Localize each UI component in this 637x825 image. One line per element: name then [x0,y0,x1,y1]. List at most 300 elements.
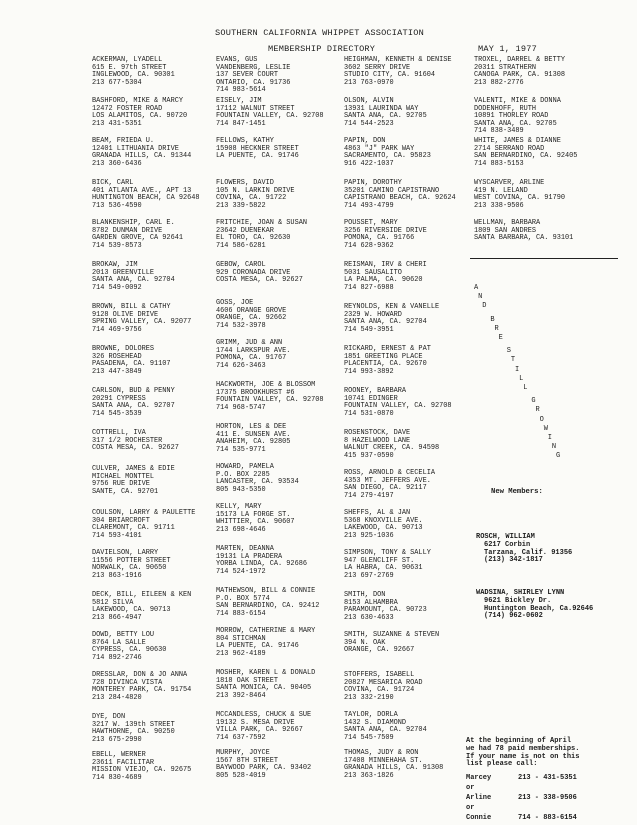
member-detail: 5812 SILVA [92,598,134,607]
member-entry [92,632,166,662]
member-detail: 3217 W. 139th STREET [92,720,175,729]
contact-row [466,783,577,793]
membership-note [466,738,579,769]
member-detail: 714 847-1451 [216,119,266,128]
member-detail: HAWTHORNE, CA. 90250 [92,728,175,737]
member-detail: 714 637-7592 [216,733,266,742]
member-detail: 714 524-1972 [216,567,266,576]
member-name: WYSCARVER, ARLINE [474,179,545,187]
member-entry [344,57,452,87]
member-detail: POMONA, CA. 91767 [216,354,287,363]
member-entry [216,424,290,454]
new-member-entry [476,534,572,565]
member-detail: 2329 W. HOWARD [344,310,402,319]
member-name: GRIMM, JUD & ANN [216,339,283,347]
member-detail: PASADENA, CA. 91107 [92,360,171,369]
new-members-title: New Members: [491,488,543,496]
member-name: EVANS, GUS [216,56,258,64]
member-detail: 4863 "J" PARK WAY [344,144,415,153]
member-detail: INGLEWOOD, CA. 90301 [92,71,175,80]
member-detail: 213 962-4189 [216,649,266,658]
member-detail: 213 630-4633 [344,613,394,622]
member-detail: 8782 DUNMAN DRIVE [92,226,163,235]
member-detail: GRANADA HILLS, CA. 91344 [92,152,192,161]
member-detail: 714 545-7509 [344,733,394,742]
member-name: THOMAS, JUDY & RON [344,749,419,757]
member-detail: 213 363-1826 [344,771,394,780]
member-detail: GARDEN GROVE, CA 92641 [92,234,183,243]
member-name: WHITE, JAMES & DIANNE [474,137,561,145]
member-detail: 15173 LA FORGE ST. [216,510,291,519]
note-line: At the beginning of April [466,737,572,745]
member-detail: STUDIO CITY, CA. 91604 [344,71,435,80]
member-name: MATHEWSON, BILL & CONNIE [216,587,316,595]
member-detail: LOS ALAMITOS, CA. 90720 [92,112,188,121]
member-detail: SANTA ANA, CA. 92707 [92,402,175,411]
member-detail: 17112 WALNUT STREET [216,104,295,113]
member-detail: COVINA, CA. 91724 [344,686,415,695]
member-detail: 213 925-1036 [344,531,394,540]
member-detail: 12472 FOSTER ROAD [92,104,163,113]
member-detail: SANTA ANA, CA. 92704 [344,318,427,327]
member-name: MARTEN, DEANNA [216,545,274,553]
member-detail: 35201 CAMINO CAPISTRANO [344,186,440,195]
member-detail: HUNTINGTON BEACH, CA 92648 [92,194,200,203]
member-detail: P.O. BOX 2285 [216,470,270,479]
member-detail: 213 360-6436 [92,159,142,168]
member-detail: 714 968-5747 [216,403,266,412]
member-detail: 4606 ORANGE GROVE [216,306,287,315]
contact-phone: 714 - 883-6154 [518,814,577,822]
member-detail: 326 ROSEHEAD [92,352,142,361]
contact-row [466,803,577,813]
member-entry [92,220,183,250]
member-name: CULVER, JAMES & EDIE [92,465,175,473]
member-detail: LA HABRA, CA. 90631 [344,564,423,573]
member-entry [344,672,423,702]
member-entry [92,262,175,292]
member-name: MORROW, CATHERINE & MARY [216,627,316,635]
member-name: DRESSLAR, DON & JO ANNA [92,671,188,679]
member-detail: ANAHEIM, CA. 92805 [216,438,291,447]
slogan-letter: L [519,374,524,383]
member-detail: 714 586-6281 [216,241,266,250]
member-name: DYE, DON [92,713,126,721]
member-entry [344,750,443,780]
member-name: EISELY, JIM [216,97,262,105]
member-name: ACKERMAN, LYADELL [92,56,163,64]
member-name: OLSON, ALVIN [344,97,394,105]
member-name: POUSSET, MARY [344,219,398,227]
slogan-letter: G [556,452,561,461]
member-entry [344,138,431,168]
new-member-entry [476,590,593,621]
slogan-letter: N [551,443,557,452]
member-name: MURPHY, JOYCE [216,749,270,757]
member-entry [216,504,295,534]
member-detail: 714 531-0870 [344,409,394,418]
member-entry [344,262,427,292]
new-member-detail: 6217 Corbin [484,540,531,549]
member-name: TROXEL, DARREL & BETTY [474,56,565,64]
member-detail: 714 535-9771 [216,445,266,454]
member-detail: SACRAMENTO, CA. 95823 [344,152,431,161]
member-name: MOSHER, KAREN L & DONALD [216,669,316,677]
member-name: MCCANDLESS, CHUCK & SUE [216,711,312,719]
member-detail: 10741 EDINGER [344,394,398,403]
member-detail: 714 626-3463 [216,361,266,370]
member-detail: P.O. BOX 5774 [216,594,270,603]
member-detail: 714 838-3489 [474,127,524,136]
slogan-letter: T [510,356,516,365]
member-name: KELLY, MARY [216,503,262,511]
member-detail: WEST COVINA, CA. 91790 [474,194,565,203]
member-detail: SANTE, CA. 92701 [92,487,159,496]
member-detail: 714 983-5614 [216,86,266,95]
member-name: BICK, CARL [92,179,134,187]
member-detail: 20311 STRATHERN [474,63,537,72]
member-detail: 10891 THORLEY ROAD [474,112,549,121]
member-detail: FOUNTAIN VALLEY, CA. 92708 [216,396,324,405]
member-detail: 17408 MINNEHAHA ST. [344,756,423,765]
member-detail: 714 628-9362 [344,241,394,250]
member-name: COTTRELL, IVA [92,429,146,437]
member-entry [92,592,191,622]
member-detail: CANOGA PARK, CA. 91308 [474,71,565,80]
directory-date: MAY 1, 1977 [478,44,537,54]
member-detail: 213 447-3849 [92,367,142,376]
member-name: CARLSON, BUD & PENNY [92,387,175,395]
member-detail: 714 545-3539 [92,409,142,418]
member-entry [216,220,307,250]
member-detail: MISSION VIEJO, CA. 92675 [92,766,192,775]
slogan-letter: S [506,347,511,356]
member-detail: PLACENTIA, CA. 92670 [344,360,427,369]
member-name: VALENTI, MIKE & DONNA [474,97,561,105]
member-entry [344,510,423,540]
member-detail: MICHAEL MONTTEL [92,472,155,481]
member-entry [216,300,286,330]
slogan-letter: R [494,324,499,333]
member-detail: 213 338-9506 [474,201,524,210]
member-entry [474,220,573,243]
member-detail: 805 943-5350 [216,485,266,494]
member-detail: CAPISTRANO BEACH, CA. 92624 [344,194,456,203]
member-entry [474,138,577,168]
member-detail: 1851 GREETING PLACE [344,352,423,361]
member-detail: 304 BRIARCROFT [92,516,150,525]
member-entry [92,672,191,702]
member-entry [216,57,290,95]
member-detail: 213 763-0970 [344,78,394,87]
member-entry [92,304,191,334]
member-detail: 714 827-6988 [344,283,394,292]
member-name: HEIGHMAN, KENNETH & DENISE [344,56,452,64]
member-detail: LA PUENTE, CA. 91746 [216,152,299,161]
member-entry [216,712,311,742]
member-name: COULSON, LARRY & PAULETTE [92,509,196,517]
org-title: SOUTHERN CALIFORNIA WHIPPET ASSOCIATION [215,28,424,38]
member-detail: 8 HAZELWOOD LANE [344,436,411,445]
member-detail: YORBA LINDA, CA. 92686 [216,560,307,569]
member-name: DAVIELSON, LARRY [92,549,159,557]
member-detail: 9128 OLIVE DRIVE [92,310,159,319]
member-detail: SAN BERNARDINO, CA. 92405 [474,152,578,161]
member-name: STOFFERS, ISABELL [344,671,415,679]
member-detail: 1809 SAN ANDRES [474,226,537,235]
member-detail: 615 E. 97th STREET [92,63,167,72]
member-detail: 714 549-3951 [344,325,394,334]
contact-list [466,773,577,823]
member-detail: GRANADA HILLS, CA. 91308 [344,764,444,773]
contact-row [466,813,577,823]
member-detail: 805 528-4019 [216,771,266,780]
member-detail: VANDENBERG, LESLIE [216,63,291,72]
member-detail: 1818 OAK STREET [216,676,279,685]
new-member-detail: Huntington Beach, Ca.92646 [484,604,594,613]
member-detail: SPRING VALLEY, CA. 92077 [92,318,192,327]
member-entry [344,712,427,742]
member-detail: 714 539-8573 [92,241,142,250]
member-entry [92,714,175,744]
member-name: BROWNE, DOLORES [92,345,155,353]
member-detail: 714 493-4799 [344,201,394,210]
member-detail: 20827 MESARICA ROAD [344,678,423,687]
member-detail: 8764 LA SALLE [92,638,146,647]
member-name: FRITCHIE, JOAN & SUSAN [216,219,307,227]
member-detail: 213 863-1916 [92,571,142,580]
member-detail: 2714 SERRANO ROAD [474,144,545,153]
member-entry [92,466,175,496]
member-detail: SANTA BARBARA, CA. 93101 [474,234,574,243]
member-detail: 213 339-5822 [216,201,266,210]
member-name: DECK, BILL, EILEEN & KEN [92,591,192,599]
member-detail: DODENHOFF, RUTH [474,104,537,113]
member-detail: WHITTIER, CA. 90607 [216,518,295,527]
new-member-name: WADSINA, SHIRLEY LYNN [476,589,565,597]
member-entry [216,180,295,210]
member-name: EBELL, WERNER [92,751,146,759]
member-name: WELLMAN, BARBARA [474,219,541,227]
member-detail: 213 866-4947 [92,613,142,622]
member-detail: 3256 RIVERSIDE DRIVE [344,226,427,235]
member-entry [344,180,456,210]
member-detail: CLAREMONT, CA. 91711 [92,524,175,533]
member-entry [344,304,439,334]
member-entry [344,346,431,376]
directory-title: MEMBERSHIP DIRECTORY [268,44,376,54]
member-detail: 19131 LA PRADERA [216,552,283,561]
member-detail: 11556 POTTER STREET [92,556,171,565]
member-detail: LAKEWOOD, CA. 90713 [92,606,171,615]
slogan-letter: G [531,397,536,406]
member-detail: 9756 RUE DRIVE [92,480,150,489]
member-entry [216,382,324,412]
member-detail: 23642 DUENEKAR [216,226,274,235]
contact-name: or [466,784,475,792]
member-detail: EL TORO, CA. 92630 [216,234,291,243]
member-entry [216,98,324,128]
member-entry [92,550,171,580]
member-detail: 714 593-4101 [92,531,142,540]
member-name: BASHFORD, MIKE & MARCY [92,97,183,105]
member-detail: 415 937-0590 [344,451,394,460]
member-detail: FOUNTAIN VALLEY, CA. 92708 [216,112,324,121]
member-entry [344,632,439,655]
member-detail: 714 892-2746 [92,653,142,662]
member-detail: 213 697-2769 [344,571,394,580]
member-entry [216,628,315,658]
slogan-letter: O [539,415,544,424]
member-name: HOWARD, PAMELA [216,463,274,471]
member-name: FELLOWS, KATHY [216,137,274,145]
member-entry [344,388,452,418]
member-detail: LAKEWOOD, CA. 90713 [344,524,423,533]
member-detail: 714 883-5153 [474,159,524,168]
member-entry [92,180,200,210]
member-detail: BAYWOOD PARK, CA. 93402 [216,764,312,773]
member-detail: 728 DIVINCA VISTA [92,678,163,687]
member-name: PAPIN, DOROTHY [344,179,402,187]
member-entry [92,430,179,453]
member-detail: NORWALK, CA. 90650 [92,564,167,573]
member-entry [216,138,299,161]
member-detail: 713 536-4590 [92,201,142,210]
member-detail: 13931 LAURINDA WAY [344,104,419,113]
member-entry [474,57,565,87]
slogan-letter: A [474,284,479,292]
member-entry [344,98,427,128]
member-detail: COVINA, CA. 91722 [216,194,287,203]
member-name: SHEFFS, AL & JAN [344,509,411,517]
slogan-letter: E [498,334,503,342]
contact-row [466,773,577,783]
new-member-detail: 9621 Bickley Dr. [484,596,552,605]
member-name: REISMAN, IRV & CHERI [344,261,427,269]
member-detail: 8153 ALHAMBRA [344,598,398,607]
member-name: BROWN, BILL & CATHY [92,303,171,311]
member-entry [344,430,439,460]
member-detail: MONTEREY PARK, CA. 91754 [92,686,192,695]
member-entry [216,546,307,576]
member-entry [92,752,191,782]
slogan-letter: N [478,293,483,302]
member-detail: 213 431-5351 [92,119,142,128]
member-entry [92,98,187,128]
member-name: SMITH, DON [344,591,386,599]
new-member-detail: (213) 342-1817 [484,556,543,565]
member-detail: 714 279-4197 [344,491,394,500]
member-name: HORTON, LES & DEE [216,423,287,431]
member-entry [216,340,290,370]
member-detail: COSTA MESA, CA. 92627 [92,444,179,453]
member-detail: FOUNTAIN VALLEY, CA. 92708 [344,402,452,411]
member-entry [216,670,315,700]
note-line: we had 78 paid memberships. [466,744,580,753]
contact-name: Connie [466,814,492,822]
member-name: FLOWERS, DAVID [216,179,274,187]
member-detail: 4353 MT. JEFFERS AVE. [344,476,431,485]
member-detail: 5031 SAUSALITO [344,268,402,277]
member-detail: 17375 BROOKHURST #6 [216,388,295,397]
contact-phone: 213 - 431-5351 [518,774,577,782]
member-detail: 1744 LARKSPUR AVE. [216,346,291,355]
member-name: REYNOLDS, KEN & VANELLE [344,303,440,311]
member-detail: SANTA ANA, CA. 92705 [344,112,427,121]
member-name: SIMPSON, TONY & SALLY [344,549,431,557]
slogan-letter: B [490,315,495,324]
note-line: list please call: [466,760,538,769]
member-detail: 714 883-6154 [216,609,266,618]
member-detail: SAN DIEGO, CA. 92117 [344,484,427,493]
member-detail: CYPRESS, CA. 90630 [92,646,167,655]
member-entry [344,470,435,500]
member-entry [216,262,303,285]
member-detail: 916 422-1037 [344,159,394,168]
member-detail: 714 993-3892 [344,367,394,376]
member-detail: ORANGE, CA. 92667 [344,646,415,655]
member-detail: LANCASTER, CA. 93534 [216,478,299,487]
member-detail: 929 CORONADA DRIVE [216,268,291,277]
member-detail: 394 N. OAK [344,638,386,647]
member-entry [344,220,427,250]
member-detail: 2013 GREENVILLE [92,268,155,277]
note-line: If your name is not on this [466,752,580,761]
member-detail: 213 675-2990 [92,735,142,744]
new-member-detail: Tarzana, Calif. 91356 [484,548,573,557]
slogan-letter: I [515,365,520,374]
contact-phone: 213 - 338-9506 [518,794,577,802]
slogan-letter: L [523,384,528,392]
member-detail: 714 544-2523 [344,119,394,128]
contact-name: Marcey [466,774,492,782]
member-entry [474,180,565,210]
member-detail: 137 SEVER COURT [216,71,279,80]
member-name: GEBOW, CAROL [216,261,266,269]
member-detail: 213 332-2190 [344,693,394,702]
member-detail: SANTA ANA, CA. 92704 [344,726,427,735]
member-detail: 1567 8TH STREET [216,756,279,765]
member-entry [344,592,427,622]
member-detail: COSTA MESA, CA. 92627 [216,276,303,285]
member-entry [216,588,319,618]
member-detail: SANTA MONICA, CA. 90405 [216,684,312,693]
member-entry [474,98,561,136]
contact-name: Arline [466,794,492,802]
member-detail: ONTARIO, CA. 91736 [216,78,291,87]
member-detail: 213 284-4820 [92,693,142,702]
member-name: BROKAW, JIM [92,261,138,269]
member-name: ROSS, ARNOLD & CECELIA [344,469,435,477]
member-entry [344,550,431,580]
member-detail: 947 GLENCLIFF ST. [344,556,415,565]
member-name: RICKARD, ERNEST & PAT [344,345,431,353]
member-name: SMITH, SUZANNE & STEVEN [344,631,440,639]
member-name: ROONEY, BARBARA [344,387,407,395]
member-entry [92,138,191,168]
member-detail: 20291 CYPRESS [92,394,146,403]
member-detail: 714 830-4689 [92,773,142,782]
member-detail: 419 N. LELAND [474,186,528,195]
member-name: TAYLOR, DORLA [344,711,398,719]
slogan-letter: W [543,424,548,433]
member-detail: PARAMOUNT, CA. 90723 [344,606,427,615]
member-name: BEAM, FRIEDA U. [92,137,155,145]
member-detail: 213 882-2776 [474,78,524,87]
member-name: DOWD, BETTY LOU [92,631,155,639]
member-detail: 317 1/2 ROCHESTER [92,436,163,445]
member-detail: 714 532-3978 [216,321,266,330]
